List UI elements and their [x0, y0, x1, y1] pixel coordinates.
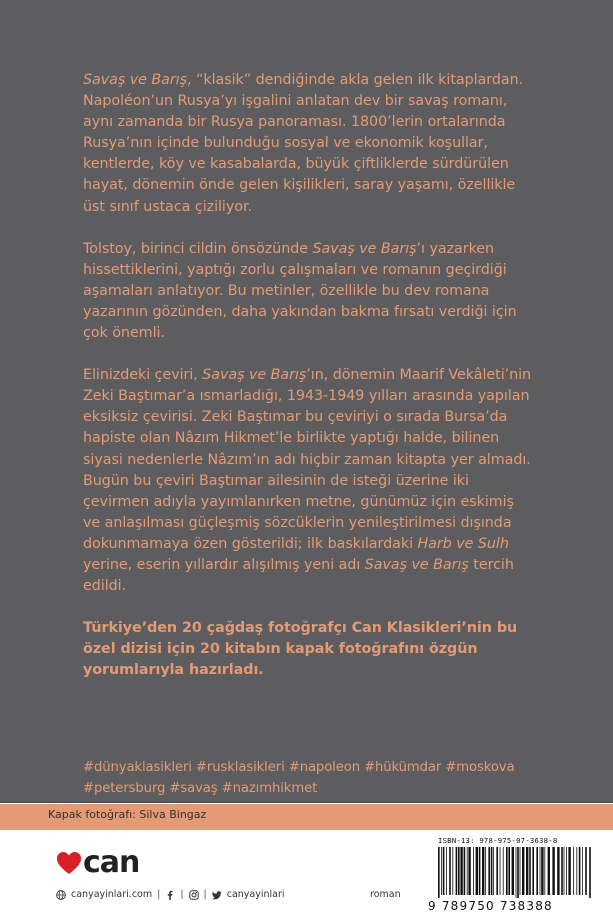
barcode-bar	[573, 847, 574, 895]
barcode-bar	[482, 847, 484, 895]
separator: |	[180, 889, 184, 900]
barcode-bar	[496, 847, 498, 895]
barcode-bar	[456, 847, 458, 895]
social-handle: canyayinlari	[226, 889, 285, 900]
barcode-bar	[458, 847, 460, 895]
barcode-bar	[491, 847, 493, 895]
barcode-bar	[582, 847, 583, 895]
paragraph-text: yerine, eserin yıllardır alışılmış yeni adı	[83, 556, 365, 573]
book-title-italic: Savaş ve Barış	[83, 72, 188, 88]
barcode-bar	[544, 847, 545, 895]
barcode-bar	[508, 847, 510, 895]
barcode-bar	[552, 847, 554, 895]
barcode-bar	[589, 847, 591, 898]
barcode-bar	[449, 847, 451, 895]
publisher-logo	[56, 847, 139, 879]
barcode-bar	[568, 847, 570, 895]
blurb-paragraph-3	[83, 365, 533, 597]
paragraph-text: Elinizdeki çeviri,	[83, 367, 203, 384]
barcode-bar	[520, 847, 521, 895]
barcode-bar	[493, 847, 494, 895]
barcode-bar	[532, 847, 534, 895]
hashtags-line-1: #dünyaklasikleri #rusklasikleri #napoleon #hükümdar #moskova	[83, 760, 515, 775]
barcode-bar	[500, 847, 501, 895]
isbn-label: ISBN-13: 978-975-07-3638-8	[438, 836, 558, 845]
isbn-digits: 9 789750 738388	[428, 899, 553, 913]
paragraph-text: Tolstoy, birinci cildin önsözünde	[83, 240, 313, 257]
hashtags-line-2: #petersburg #savaş #nazımhikmet	[83, 780, 318, 796]
blurb-text	[83, 70, 533, 702]
barcode-bar	[522, 847, 524, 895]
barcode-bar	[488, 847, 490, 895]
barcode-bar	[479, 847, 481, 895]
barcode-bar	[536, 847, 538, 895]
barcode-bar	[485, 847, 486, 895]
paragraph-text: ’ı yazarken hissettiklerini, yaptığı zorlu çalışmaları ve romanın geçirdiği aşamaları anlatıyor. Bu metinler, özellikle bu dev romana yazarının gözünden, daha yakından bakma fırsatı verdiği için çok önemli.	[83, 240, 517, 342]
barcode-bar	[540, 847, 541, 895]
facebook-icon	[165, 890, 175, 900]
publisher-wordmark: can	[83, 845, 140, 880]
book-title-italic: Savaş ve Barış	[312, 240, 417, 257]
barcode-bar	[557, 847, 559, 895]
website-link: canyayinlari.com	[71, 889, 153, 900]
paragraph-text: ’ın, dönemin Maarif Vekâleti’nin Zeki Baştımar’a ısmarladığı, 1943-1949 yılları arasında yapılan eksiksiz çevirisi. Zeki Baştımar bu çeviriyi o sırada Bursa’da hapiste olan Nâzım Hikmet’le birlikte yaptığı halde, bilinen siyasi nedenlerle Nâzım’ın adı hiçbir zaman kitapta yer almadı. Bugün bu çeviri Baştımar ailesinin de isteği üzerine iki çevirmen adıyla yayımlanırken metne, günümüz için eskimiş ve anlaşılması güçleşmiş sözcüklerin yenileştirilmesi dışında dokunmamaya özen gösterildi; ilk baskılardaki	[83, 367, 532, 552]
barcode-bar	[548, 847, 550, 895]
barcode-bar	[464, 847, 466, 895]
paragraph-text: tercih edildi.	[83, 556, 514, 595]
barcode-bar	[561, 847, 563, 895]
barcode-bar	[438, 847, 440, 898]
genre-label: roman	[370, 889, 401, 900]
barcode-bar	[476, 847, 478, 895]
blurb-paragraph-4: Türkiye’den 20 çağdaş fotoğrafçı Can Klasikleri’nin bu özel dizisi için 20 kitabın kapak fotoğrafını özgün yorumlarıyla hazırladı.	[83, 620, 518, 679]
barcode-bar	[468, 847, 470, 895]
book-title-italic: Savaş ve Barış	[364, 556, 469, 573]
barcode-bar	[541, 847, 543, 895]
barcode-bar	[516, 847, 517, 898]
hashtags	[83, 758, 543, 799]
barcode-bar	[506, 847, 508, 895]
barcode-bar	[517, 847, 519, 898]
barcode-bar	[443, 847, 445, 895]
heart-icon	[56, 851, 82, 875]
barcode-graphic	[438, 847, 593, 898]
barcode-bar	[566, 847, 567, 895]
paragraph-text: , “klasik” dendiğinde akla gelen ilk kitaplardan. Napoléon’un Rusya’yı işgalini anlatan dev bir savaş romanı, aynı zamanda bir Rusya panoraması. 1800’lerin ortalarında Rusya’nın içinde bulunduğu sosyal ve ekonomik koşullar, kentlerde, köy ve kasabalarda, büyük çiftliklerde sürdürülen hayat, dönemin önde gelen kişilikleri, saray yaşamı, özellikle üst sınıf ustaca çiziliyor.	[83, 72, 524, 215]
photo-credit: Kapak fotoğrafı: Silva Bingaz	[48, 808, 207, 821]
instagram-icon	[189, 890, 199, 900]
blurb-paragraph-2	[83, 239, 533, 344]
barcode-bar	[441, 847, 442, 895]
old-title-italic: Harb ve Sulh	[417, 535, 509, 552]
globe-icon	[56, 890, 66, 900]
barcode-bar	[446, 847, 447, 895]
blurb-paragraph-1	[83, 70, 533, 218]
barcode-bar	[564, 847, 565, 895]
separator: |	[203, 889, 207, 900]
publisher-links	[56, 889, 285, 900]
barcode-bar	[529, 847, 531, 895]
barcode-bar	[460, 847, 462, 895]
twitter-icon	[212, 890, 222, 900]
barcode-bar	[452, 847, 453, 895]
barcode-bar	[576, 847, 577, 895]
barcode-bar	[473, 847, 474, 895]
barcode-bar	[526, 847, 528, 895]
separator: |	[157, 889, 161, 900]
barcode-bar	[467, 847, 468, 895]
book-title-italic: Savaş ve Barış	[202, 367, 307, 384]
barcode-bar	[503, 847, 504, 895]
barcode-bar	[585, 847, 587, 895]
barcode-bar	[579, 847, 581, 895]
barcode-bar	[512, 847, 514, 895]
